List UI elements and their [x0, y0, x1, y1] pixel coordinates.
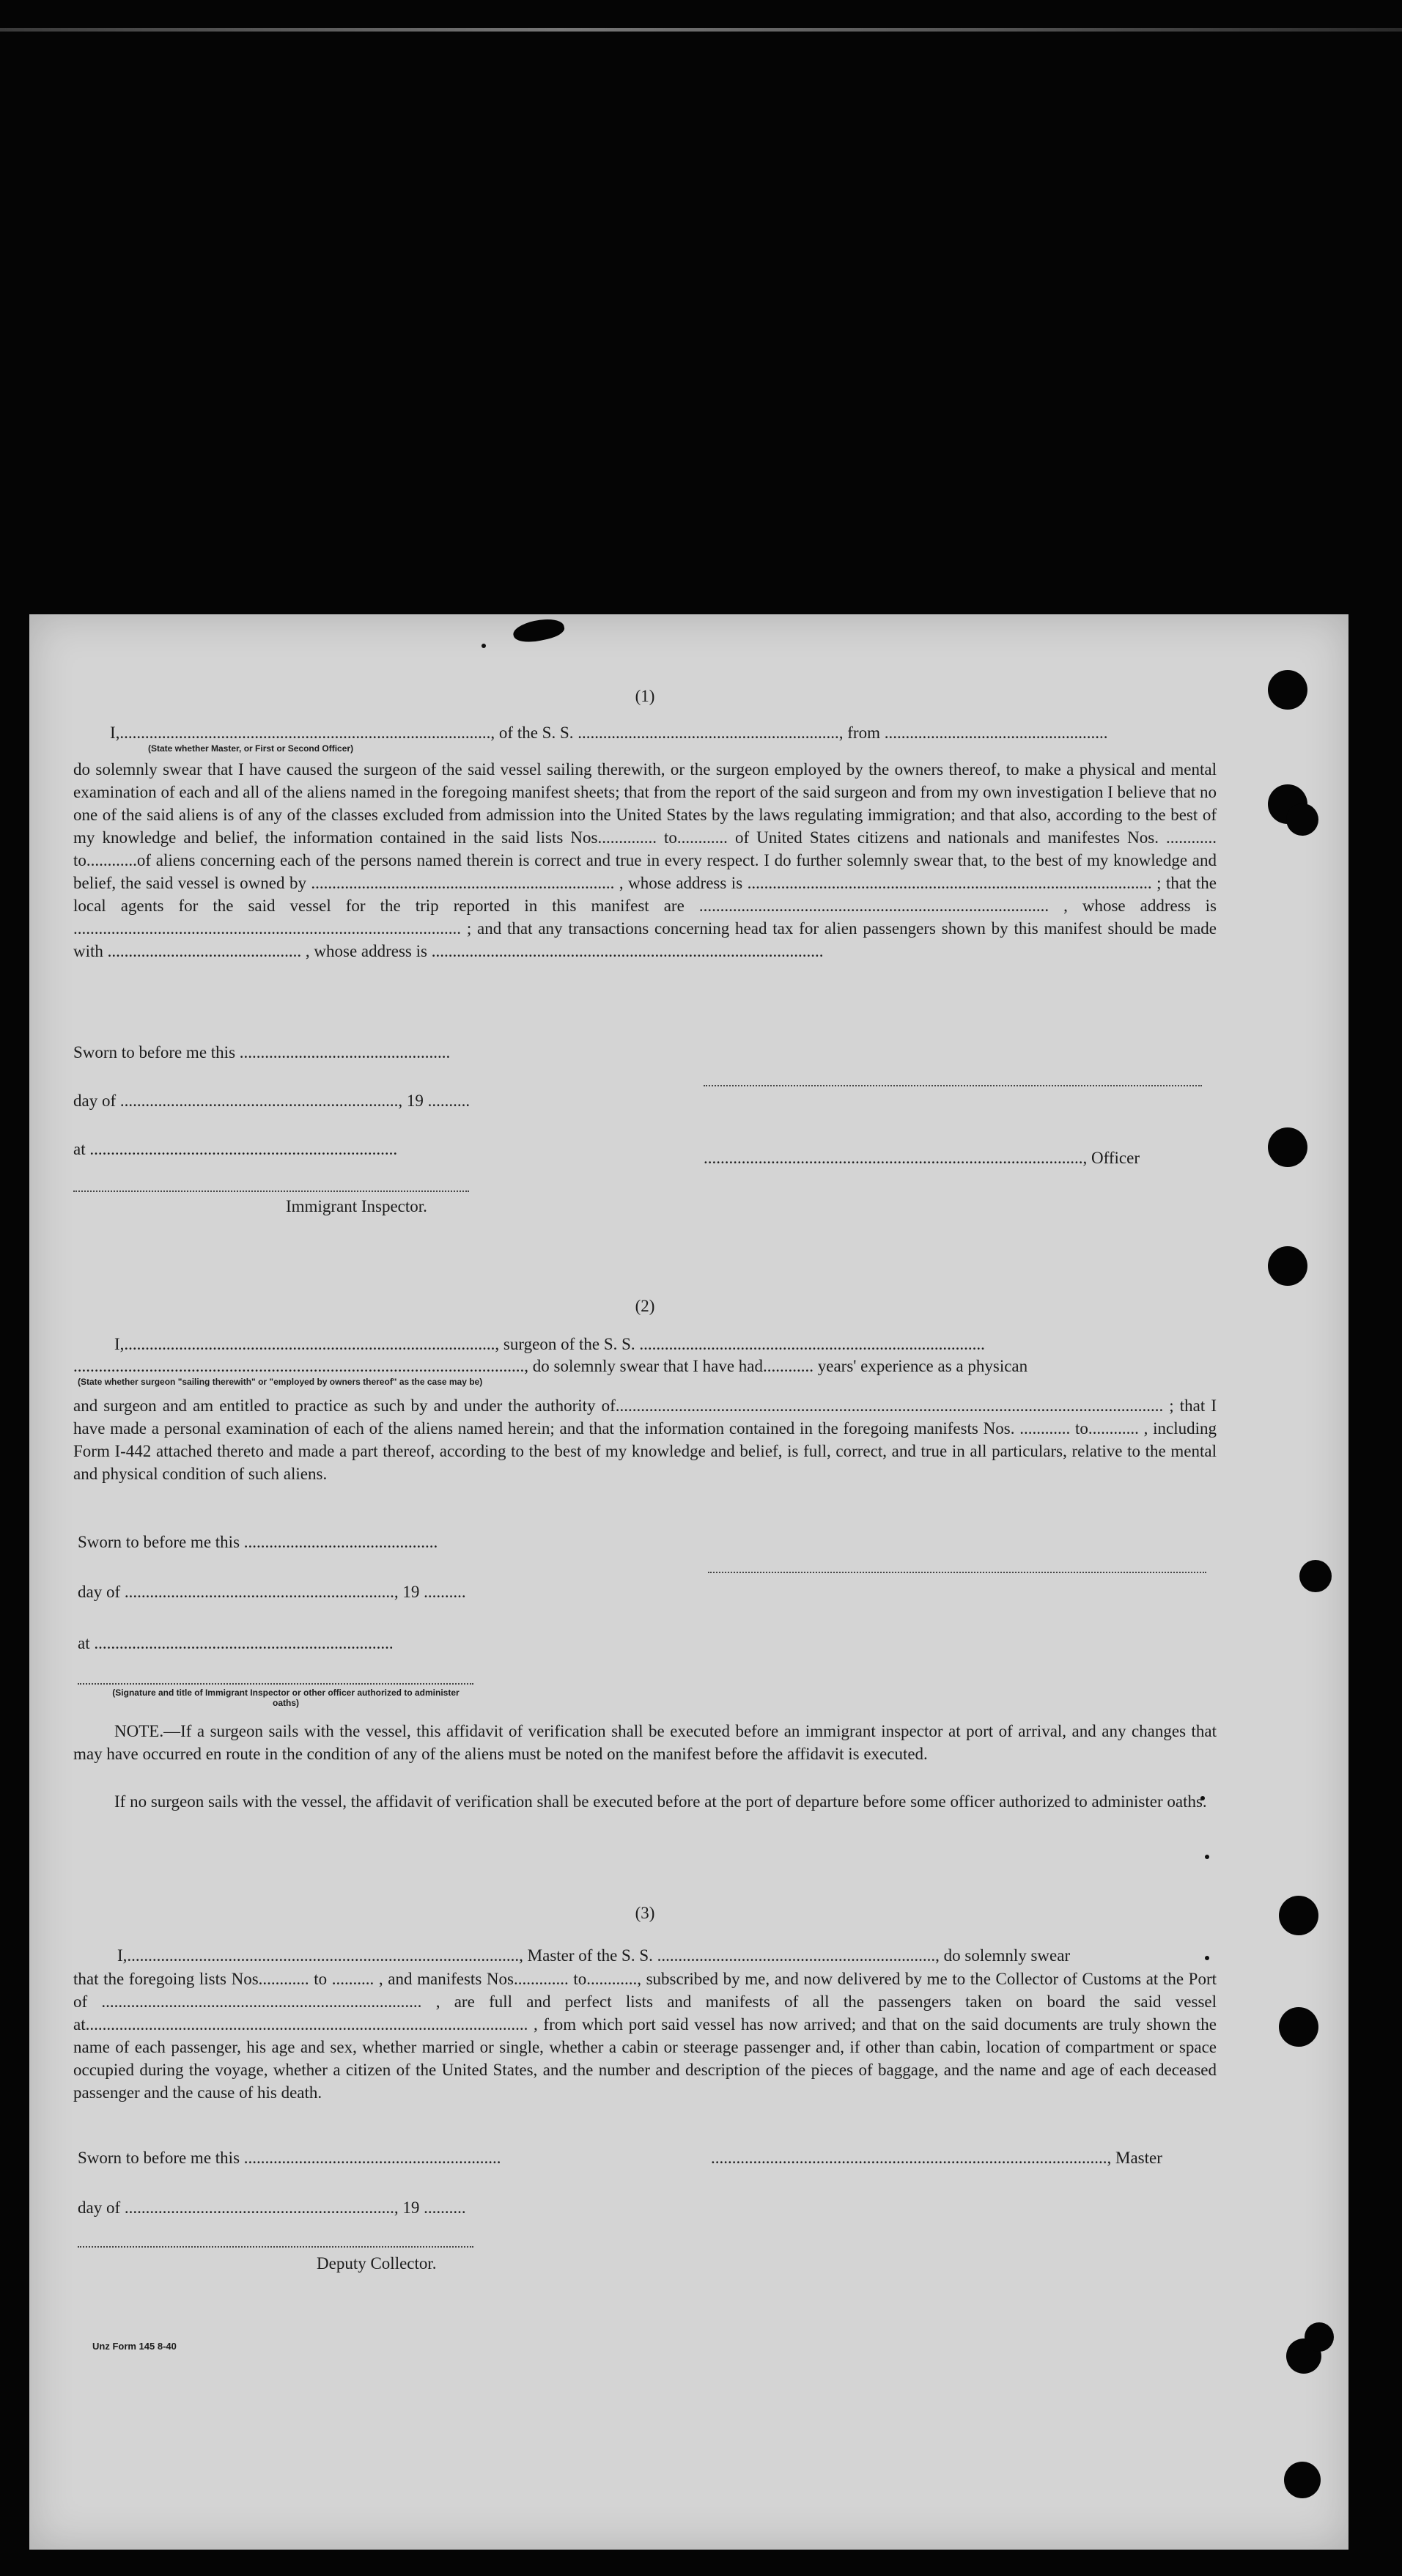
surgeon-note: (State whether surgeon "sailing therewith" or "employed by owners thereof" as the case may be) [78, 1377, 483, 1387]
note-paragraph-1: NOTE.—If a surgeon sails with the vessel, this affidavit of verification shall be executed before an immigrant inspector at port of arrival, and any changes that may have occurred en route in the condition of any of the aliens must be noted on the manifest before the affidavit is executed. [73, 1722, 1217, 1763]
speck [1205, 1855, 1209, 1859]
speck [1205, 1956, 1209, 1960]
punch-hole [1268, 1246, 1307, 1286]
collector-line [78, 2246, 473, 2248]
master-line: I,........................................................................................, of the S. S. .............................................................., from ..................................................... [110, 724, 1108, 742]
master-line: I,............................................................................................., Master of the S. S. .................................................................., do solemnly swear [117, 1946, 1071, 1965]
master-signature-line: .............................................................................................., Master [711, 2149, 1162, 2167]
form-identifier: Unz Form 145 8-40 [92, 2341, 177, 2352]
day-line: day of ................................................................, 19 .......... [78, 1583, 466, 1601]
sworn-line: Sworn to before me this .............................................. [78, 1533, 438, 1551]
officer-line: .........................................................................................., Officer [704, 1149, 1140, 1167]
punch-hole [1268, 670, 1307, 710]
collector-oath-text: that the foregoing lists Nos............ to .......... , and manifests Nos............. to............, subscribed by me, and now delivered by me to the Collector of Customs at the Port of ............................................................................ , are full and perfect lists and manifests of all the passengers taken on board the said vessel at......................................................................................................... , from which port said vessel has now arrived; and that on the said documents are truly shown the name of each passenger, his age and sex, whether married or single, whether a cabin or steerage passenger and, if other than cabin, location of compartment or space occupied during the voyage, whether a citizen of the United States, and the number and description of the pieces of baggage, and the name and age of each deceased passenger and the cause of his death. [73, 1970, 1217, 2102]
scan-edge [0, 28, 1402, 32]
section-number: (3) [635, 1904, 655, 1922]
manifest-page [29, 614, 1348, 2550]
experience-line: ..........................................................................................................., do solemnly swear that I have had............ years' experience as a physican [73, 1357, 1028, 1375]
punch-hole [1299, 1560, 1332, 1592]
at-line: at ......................................................................... [73, 1140, 398, 1158]
master-oath-text: do solemnly swear that I have caused the surgeon of the said vessel sailing therewith, or the surgeon employed by the owners thereof, to make a physical and mental examination of each and all of the aliens named in the foregoing manifest sheets; that from the report of the said surgeon and from my own investigation I believe that no one of the said aliens is of any of the classes excluded from admission into the United States by the laws regulating immigration; and that also, according to the best of my knowledge and belief, the information contained in the said lists Nos.............. to............ of United States citizens and nationals and manifestes Nos. ............ to............of aliens concerning each of the persons named therein is correct and true in every respect. I do further solemnly swear that, to the best of my knowledge and belief, the said vessel is owned by ........................................................................ , whose address is ................................................................................................ ; that the local agents for the said vessel for the trip reported in this manifest are ................................................................................... , whose address is ............................................................................................ ; and that any transactions concerning head tax for alien passengers shown by this manifest should be made with .............................................. , whose address is ............................................................................................. [73, 760, 1217, 960]
speck [482, 644, 486, 648]
signature-line [704, 1085, 1202, 1086]
day-line: day of ................................................................, 19 .......... [78, 2198, 466, 2217]
punch-hole [1284, 2462, 1321, 2498]
signature-note: (Signature and title of Immigrant Inspector or other officer authorized to administer oaths) [112, 1688, 460, 1708]
note-paragraph-2: If no surgeon sails with the vessel, the affidavit of verification shall be executed before at the port of departure before some officer authorized to administer oaths. [114, 1792, 1207, 1811]
punch-hole [1286, 803, 1318, 836]
day-line: day of .................................................................., 19 .......... [73, 1092, 471, 1110]
inspector-title: Immigrant Inspector. [286, 1197, 427, 1215]
sworn-line: Sworn to before me this .................................................. [73, 1043, 451, 1061]
punch-hole [1279, 2007, 1318, 2047]
section-number: (2) [635, 1297, 655, 1315]
sworn-line: Sworn to before me this ............................................................. [78, 2149, 501, 2167]
officer-note: (State whether Master, or First or Second Officer) [148, 743, 354, 754]
surgeon-oath-text: and surgeon and am entitled to practice as such by and under the authority of.................................................................................................................................. ; that I have made a personal examination of each of the aliens named herein; and that the information contained in the foregoing manifests Nos. ............ to............ , including Form I-442 attached thereto and made a part thereof, according to the best of my knowledge and belief, is full, correct, and true in all particulars, relative to the mental and physical condition of such aliens. [73, 1396, 1217, 1483]
punch-hole [1279, 1896, 1318, 1935]
inspector-line [73, 1191, 469, 1192]
collector-title: Deputy Collector. [317, 2254, 437, 2273]
surgeon-line: I,........................................................................................, surgeon of the S. S. .................................................................................. [114, 1335, 985, 1353]
punch-hole [1305, 2322, 1334, 2352]
signature-line [708, 1572, 1206, 1573]
torn-corner [512, 615, 566, 646]
punch-hole [1268, 1127, 1307, 1167]
inspector-line [78, 1683, 473, 1685]
section-number: (1) [635, 687, 655, 705]
at-line: at ....................................................................... [78, 1634, 394, 1652]
